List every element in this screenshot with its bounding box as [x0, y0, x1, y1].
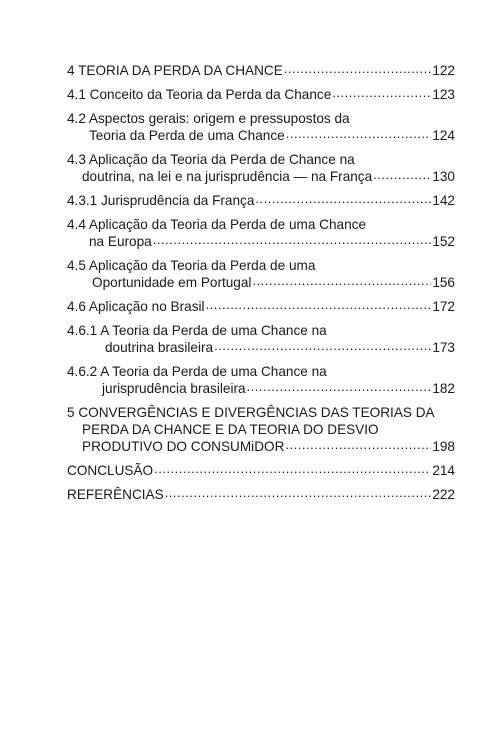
- toc-page-number: 130: [432, 169, 455, 184]
- toc-entry-4-4[interactable]: [67, 216, 455, 250]
- toc-page-number: 152: [432, 234, 455, 249]
- toc-page-number: 173: [432, 340, 455, 355]
- toc-page-number: 122: [432, 63, 455, 78]
- dot-leader: [165, 487, 432, 499]
- toc-entry-title: 4.3.1 Jurisprudência da França: [67, 193, 255, 208]
- toc-page-number: 123: [432, 87, 455, 102]
- toc-page-number: 222: [432, 487, 455, 502]
- toc-entry-title: 4 TEORIA DA PERDA DA CHANCE: [67, 63, 283, 78]
- toc-entry-title: 4.6.1 A Teoria da Perda de uma Chance na: [67, 323, 327, 338]
- toc-entry-title-continued: PERDA DA CHANCE E DA TEORIA DO DESVIO: [82, 422, 379, 437]
- toc-entry-title: 4.6.2 A Teoria da Perda de uma Chance na: [67, 364, 327, 379]
- toc-entry-4-6-2[interactable]: [67, 363, 455, 397]
- dot-leader: [332, 87, 431, 99]
- table-of-contents: [67, 62, 455, 510]
- toc-entry-title-continued: doutrina, na lei e na jurisprudência — na França: [82, 169, 373, 184]
- toc-page-number: 172: [432, 299, 455, 314]
- toc-entry-title-continued: Teoria da Perda de uma Chance: [89, 128, 285, 143]
- dot-leader: [206, 299, 432, 311]
- toc-entry-4-2[interactable]: [67, 110, 455, 144]
- dot-leader: [154, 463, 431, 475]
- toc-entry-title-continued: na Europa: [89, 234, 152, 249]
- toc-entry-4-6-1[interactable]: [67, 322, 455, 356]
- toc-entry-4-1[interactable]: [67, 86, 455, 103]
- dot-leader: [247, 381, 432, 393]
- toc-entry-4-5[interactable]: [67, 257, 455, 291]
- dot-leader: [285, 439, 431, 451]
- toc-page-number: 182: [432, 381, 455, 396]
- dot-leader: [255, 193, 431, 205]
- toc-page-number: 214: [432, 463, 455, 478]
- dot-leader: [153, 234, 432, 246]
- dot-leader: [214, 340, 431, 352]
- toc-entry-title-continued: jurisprudência brasileira: [102, 381, 246, 396]
- toc-entry-title: 4.4 Aplicação da Teoria da Perda de uma Chance: [67, 217, 367, 232]
- toc-entry-title: CONCLUSÃO: [67, 463, 154, 478]
- toc-entry-4-6[interactable]: [67, 298, 455, 315]
- toc-page-number: 142: [432, 193, 455, 208]
- toc-entry-title: 5 CONVERGÊNCIAS E DIVERGÊNCIAS DAS TEORIAS DA: [67, 405, 435, 420]
- toc-entry-5[interactable]: [67, 404, 455, 455]
- toc-entry-title: 4.1 Conceito da Teoria da Perda da Chance: [67, 87, 332, 102]
- toc-entry-title: 4.6 Aplicação no Brasil: [67, 299, 205, 314]
- toc-entry-referencias[interactable]: [67, 486, 455, 503]
- toc-entry-4-3-1[interactable]: [67, 192, 455, 209]
- toc-entry-4-3[interactable]: [67, 151, 455, 185]
- toc-entry-title: 4.5 Aplicação da Teoria da Perda de uma: [67, 258, 316, 273]
- dot-leader: [286, 128, 432, 140]
- toc-entry-conclusao[interactable]: [67, 462, 455, 479]
- toc-entry-title-continued: Oportunidade em Portugal: [92, 275, 252, 290]
- dot-leader: [252, 275, 431, 287]
- toc-entry-title-continued: PRODUTIVO DO CONSUMiDOR: [82, 439, 285, 454]
- toc-page-number: 156: [432, 275, 455, 290]
- dot-leader: [373, 169, 431, 181]
- toc-entry-title: REFERÊNCIAS: [67, 487, 164, 502]
- toc-entry-4[interactable]: [67, 62, 455, 79]
- toc-entry-title-continued: doutrina brasileira: [105, 340, 214, 355]
- dot-leader: [284, 63, 432, 75]
- toc-entry-title: 4.2 Aspectos gerais: origem e pressupostos da: [67, 111, 350, 126]
- toc-entry-title: 4.3 Aplicação da Teoria da Perda de Chance na: [67, 152, 355, 167]
- toc-page-number: 124: [432, 128, 455, 143]
- toc-page-number: 198: [432, 439, 455, 454]
